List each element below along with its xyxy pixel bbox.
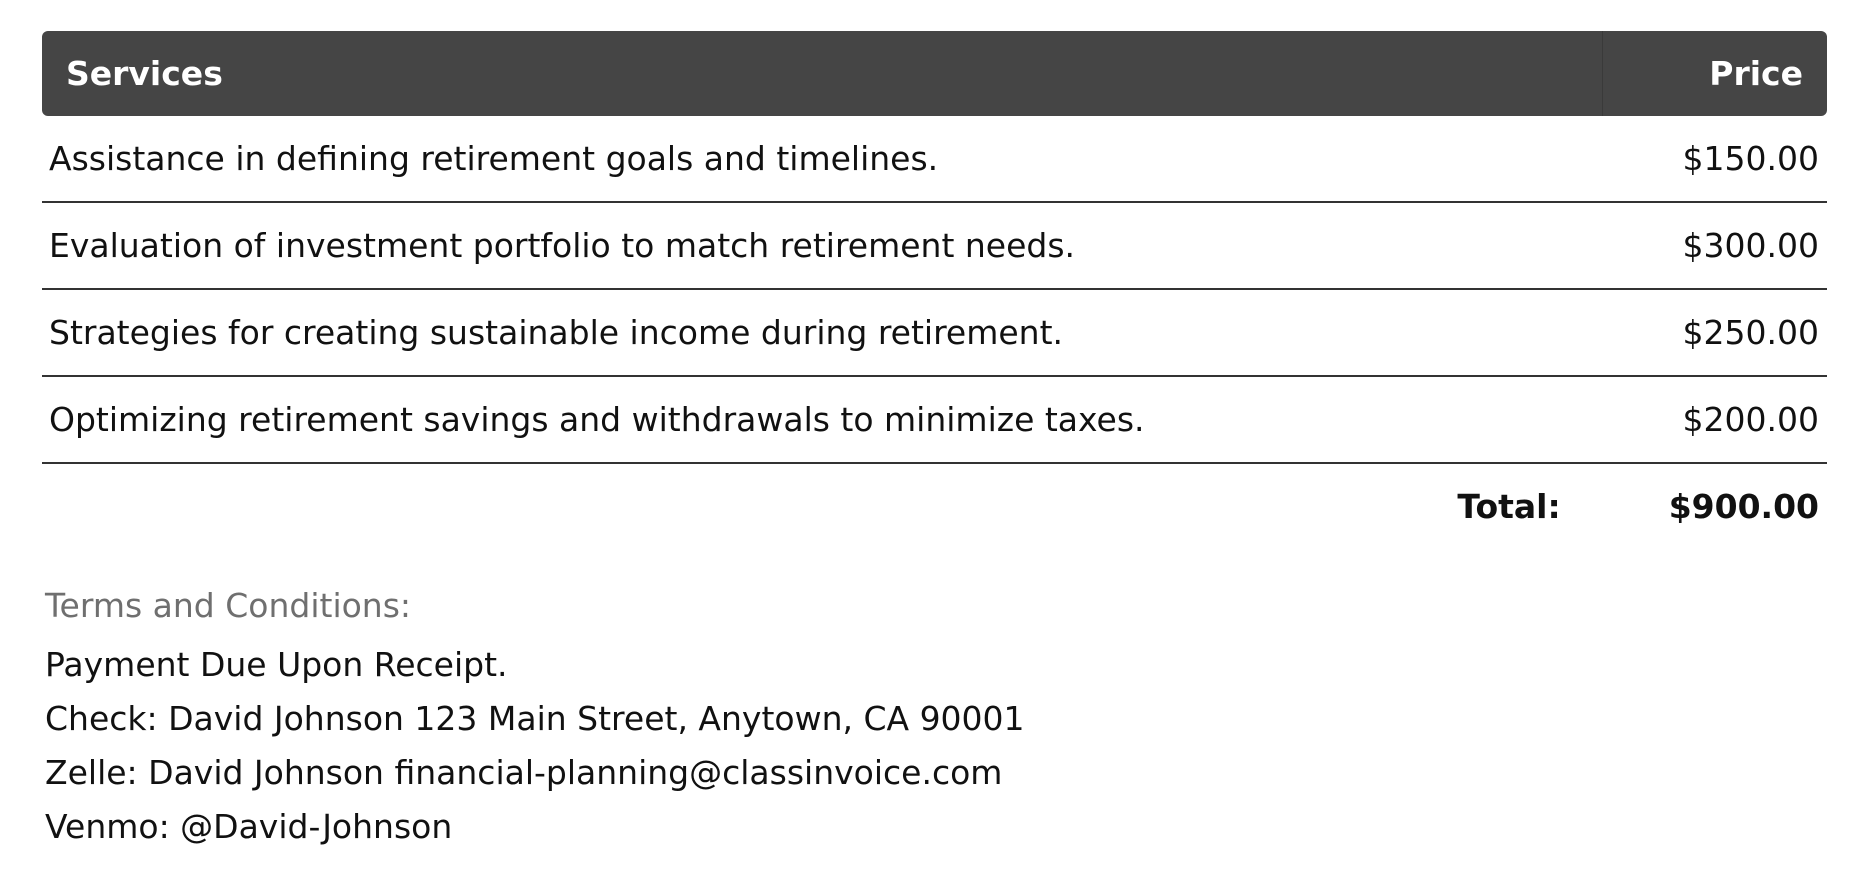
- total-row: [42, 464, 1827, 548]
- service-price: $150.00: [1682, 139, 1819, 178]
- table-row: [42, 377, 1827, 464]
- service-description: Assistance in defining retirement goals and timelines.: [49, 139, 939, 178]
- service-price: $200.00: [1682, 400, 1819, 439]
- table-row: [42, 203, 1827, 290]
- table-row: [42, 290, 1827, 377]
- price-column-header: Price: [1602, 31, 1827, 116]
- terms-heading: Terms and Conditions:: [45, 586, 412, 625]
- terms-zelle: Zelle: David Johnson financial-planning@classinvoice.com: [45, 753, 1003, 792]
- services-column-header: Services: [66, 54, 223, 93]
- terms-venmo: Venmo: @David-Johnson: [45, 807, 453, 846]
- service-price: $250.00: [1682, 313, 1819, 352]
- total-value: $900.00: [1668, 486, 1819, 526]
- table-row: [42, 116, 1827, 203]
- total-label: Total:: [1457, 486, 1561, 526]
- terms-payment-due: Payment Due Upon Receipt.: [45, 645, 508, 684]
- services-table: [42, 31, 1827, 548]
- service-price: $300.00: [1682, 226, 1819, 265]
- service-description: Evaluation of investment portfolio to match retirement needs.: [49, 226, 1076, 265]
- terms-check: Check: David Johnson 123 Main Street, Anytown, CA 90001: [45, 699, 1025, 738]
- table-header: [42, 31, 1827, 116]
- service-description: Optimizing retirement savings and withdrawals to minimize taxes.: [49, 400, 1145, 439]
- terms-section: [45, 584, 1025, 854]
- service-description: Strategies for creating sustainable income during retirement.: [49, 313, 1064, 352]
